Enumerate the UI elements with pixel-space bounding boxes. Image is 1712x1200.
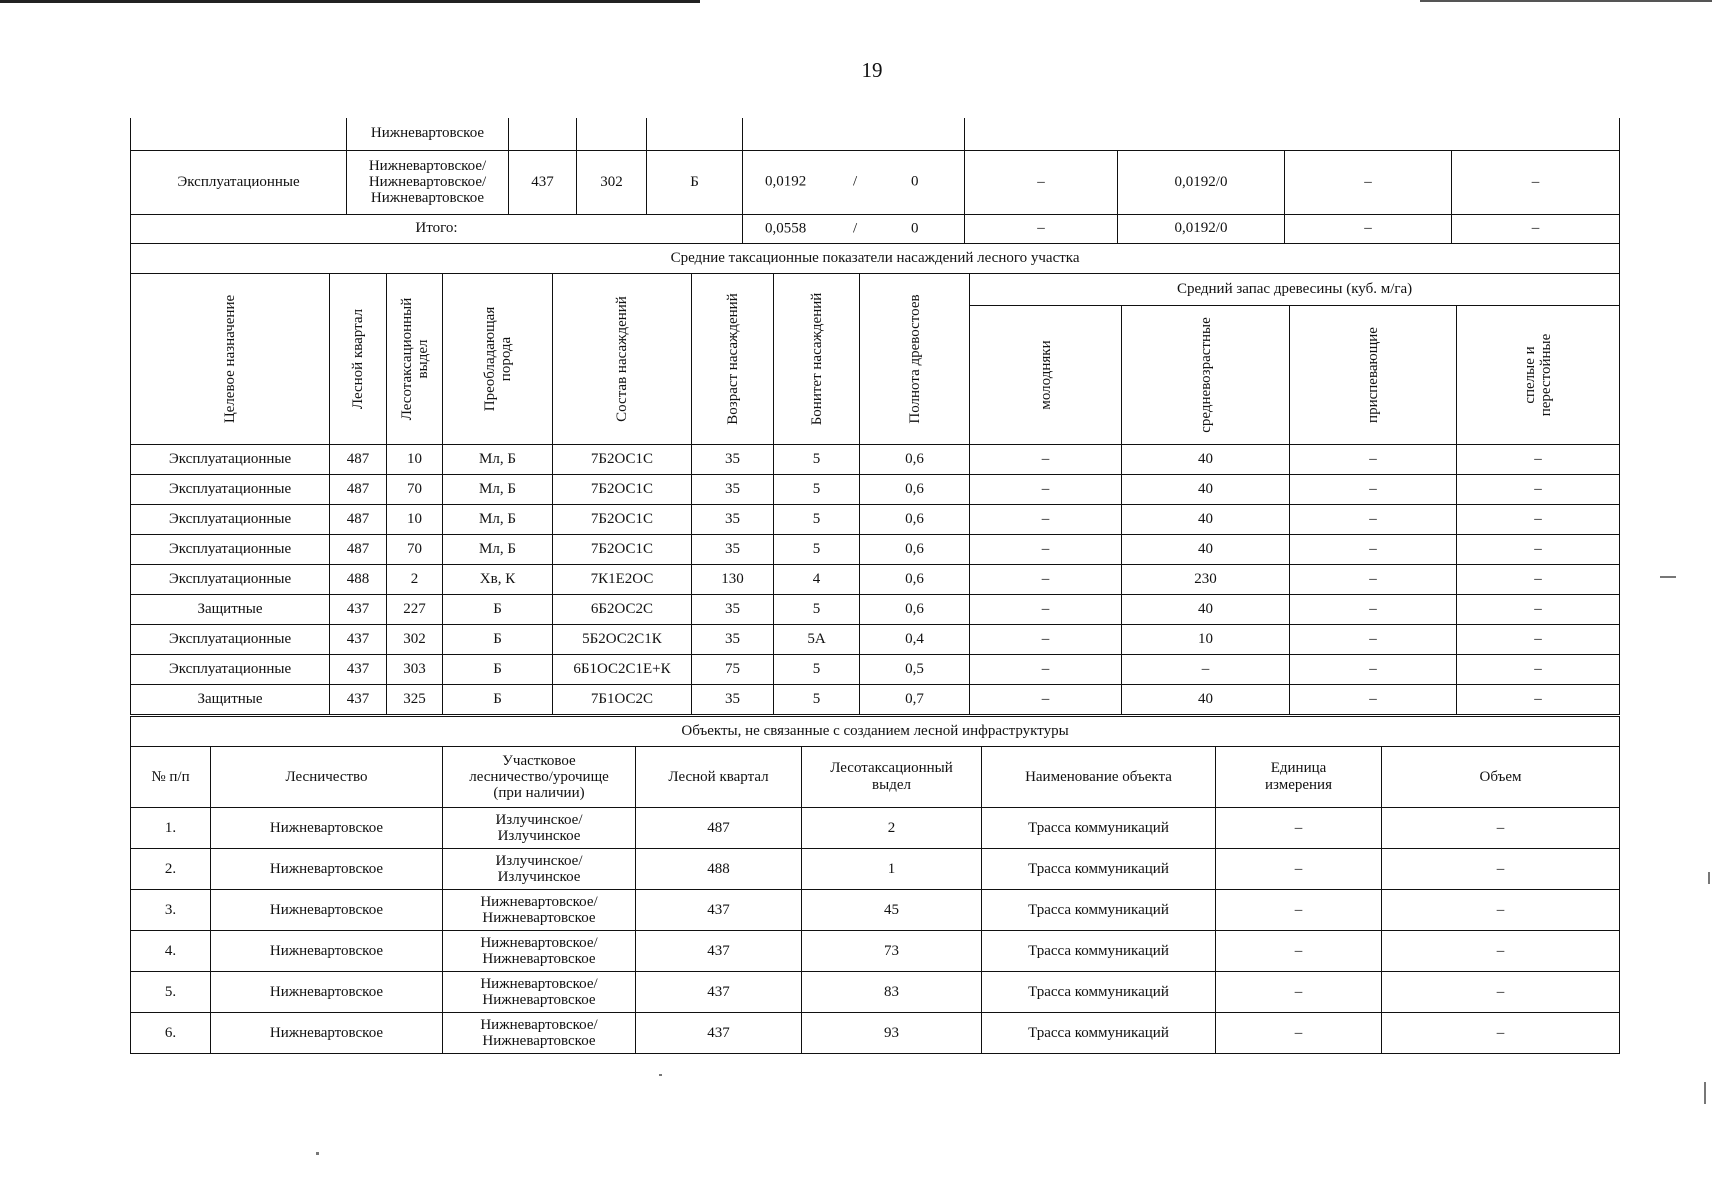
- quarter-cell: 437: [636, 972, 802, 1013]
- num-cell: 1.: [131, 808, 211, 849]
- table-row: Эксплуатационные Нижневартовское/ Нижневартовское/ Нижневартовское 437 302 Б 0,0192 / 0 – 0,0192/0 – –: [131, 150, 1620, 214]
- table-cell: –: [1290, 685, 1457, 715]
- table-cell: –: [970, 655, 1122, 685]
- table-row: [131, 849, 1620, 890]
- table-cell: 230: [1122, 565, 1290, 595]
- table-cell: 10: [387, 505, 443, 535]
- vydel-cell: 45: [802, 890, 982, 931]
- district-cell: Нижневартовское: [211, 931, 443, 972]
- table-cell: 5А: [774, 625, 860, 655]
- table-cell: –: [1290, 445, 1457, 475]
- header-bonitet: Бонитет насаждений: [774, 274, 860, 445]
- header-middle: средневозрастные: [1122, 306, 1290, 445]
- subdistrict-cell: Нижневартовское/ Нижневартовское: [443, 972, 636, 1013]
- table-cell: –: [970, 535, 1122, 565]
- table-cell: 10: [1122, 625, 1290, 655]
- quarter-cell: 437: [636, 1013, 802, 1054]
- table-cell: 40: [1122, 535, 1290, 565]
- continuation-row: [131, 118, 1620, 150]
- table-cell: 35: [692, 595, 774, 625]
- header-quarter: Лесной квартал: [330, 274, 387, 445]
- table-cell: –: [970, 505, 1122, 535]
- table-cell: 5: [774, 445, 860, 475]
- table-cell: 325: [387, 685, 443, 715]
- table-cell: 0,6: [860, 565, 970, 595]
- table-cell: Б: [443, 685, 553, 715]
- table-cell: 7Б2ОС1С: [553, 535, 692, 565]
- vydel-cell: 93: [802, 1013, 982, 1054]
- table-cell: Эксплуатационные: [131, 565, 330, 595]
- table-cell: Б: [443, 625, 553, 655]
- section-title: Объекты, не связанные с созданием лесной инфраструктуры: [131, 717, 1620, 747]
- table-cell: 0,6: [860, 505, 970, 535]
- table-cell: 130: [692, 565, 774, 595]
- table-row: [131, 625, 1620, 655]
- subdistrict-cell: Нижневартовское/ Нижневартовское: [443, 890, 636, 931]
- header-row: [131, 274, 1620, 306]
- table-cell: 437: [330, 595, 387, 625]
- table-row: [131, 535, 1620, 565]
- volume-cell: –: [1382, 849, 1620, 890]
- table-cell: 35: [692, 535, 774, 565]
- subdistrict-cell: Излучинское/ Излучинское: [443, 849, 636, 890]
- table-cell: 7К1Е2ОС: [553, 565, 692, 595]
- table-cell: Мл, Б: [443, 475, 553, 505]
- header-vydel: Лесотаксационный выдел: [387, 274, 443, 445]
- header-num: № п/п: [131, 747, 211, 808]
- table-cell: 40: [1122, 595, 1290, 625]
- table-cell: 437: [330, 625, 387, 655]
- table-cell: Эксплуатационные: [131, 625, 330, 655]
- table-cell: –: [1457, 445, 1620, 475]
- table-row: [131, 890, 1620, 931]
- table-cell: Эксплуатационные: [131, 505, 330, 535]
- subdistrict-cell: Нижневартовское/ Нижневартовское: [443, 931, 636, 972]
- unit-cell: –: [1216, 972, 1382, 1013]
- header-unit: Единица измерения: [1216, 747, 1382, 808]
- table-cell: 5: [774, 475, 860, 505]
- header-quarter: Лесной квартал: [636, 747, 802, 808]
- table-cell: 5: [774, 505, 860, 535]
- stands-table: [130, 243, 1620, 715]
- vydel-cell: 73: [802, 931, 982, 972]
- table-cell: –: [1122, 655, 1290, 685]
- table-cell: 35: [692, 475, 774, 505]
- table-cell: –: [1457, 625, 1620, 655]
- area-cell: 0,0192 / 0: [743, 150, 965, 214]
- table-cell: 0,4: [860, 625, 970, 655]
- table-cell: Эксплуатационные: [131, 535, 330, 565]
- num-cell: 6.: [131, 1013, 211, 1054]
- vydel-cell: 302: [577, 150, 647, 214]
- table-cell: Мл, Б: [443, 505, 553, 535]
- objects-table: [130, 716, 1620, 1054]
- table-cell: –: [1457, 505, 1620, 535]
- table-cell: 35: [692, 505, 774, 535]
- section-title: Средние таксационные показатели насаждений лесного участка: [131, 244, 1620, 274]
- table-cell: 0,6: [860, 475, 970, 505]
- table-cell: –: [1290, 475, 1457, 505]
- scan-speck: [1704, 1082, 1706, 1104]
- table-cell: Эксплуатационные: [131, 475, 330, 505]
- header-subdistrict: Участковое лесничество/урочище (при наличии): [443, 747, 636, 808]
- num-cell: 2.: [131, 849, 211, 890]
- quarter-cell: 437: [636, 931, 802, 972]
- header-volume: Объем: [1382, 747, 1620, 808]
- table-cell: 487: [330, 505, 387, 535]
- subdistrict-cell: Нижневартовское/ Нижневартовское/ Нижневартовское: [347, 150, 509, 214]
- scan-edge-line: [0, 0, 700, 3]
- table-cell: 0,7: [860, 685, 970, 715]
- table-cell: –: [1457, 655, 1620, 685]
- section-title-row: [131, 244, 1620, 274]
- table-cell: Защитные: [131, 685, 330, 715]
- table-cell: Мл, Б: [443, 535, 553, 565]
- scan-speck: [316, 1152, 319, 1155]
- scan-speck: [659, 1074, 662, 1076]
- purpose-cell: Эксплуатационные: [131, 150, 347, 214]
- table-cell: 487: [330, 475, 387, 505]
- header-species: Преобладающая порода: [443, 274, 553, 445]
- table-cell: 40: [1122, 685, 1290, 715]
- table-cell: 35: [692, 625, 774, 655]
- table-cell: 5: [774, 535, 860, 565]
- scan-speck: [1660, 576, 1676, 578]
- table-cell: 40: [1122, 505, 1290, 535]
- table-row: [131, 655, 1620, 685]
- header-object-name: Наименование объекта: [982, 747, 1216, 808]
- table-cell: –: [1457, 595, 1620, 625]
- table-cell: 7Б2ОС1С: [553, 475, 692, 505]
- unit-cell: –: [1216, 808, 1382, 849]
- object-cell: Трасса коммуникаций: [982, 1013, 1216, 1054]
- table-row: [131, 931, 1620, 972]
- table-cell: 40: [1122, 445, 1290, 475]
- volume-cell: –: [1382, 808, 1620, 849]
- table-cell: 437: [330, 685, 387, 715]
- table-row: [131, 972, 1620, 1013]
- district-cell: Нижневартовское: [211, 849, 443, 890]
- table-cell: 6Б1ОС2С1Е+К: [553, 655, 692, 685]
- table-cell: 10: [387, 445, 443, 475]
- unit-cell: –: [1216, 1013, 1382, 1054]
- table-cell: 5Б2ОС2С1К: [553, 625, 692, 655]
- table-cell: –: [1457, 565, 1620, 595]
- scan-speck: [1708, 872, 1710, 884]
- table-cell: 35: [692, 685, 774, 715]
- vydel-cell: 1: [802, 849, 982, 890]
- table-cell: 487: [330, 445, 387, 475]
- table-cell: 5: [774, 595, 860, 625]
- table-cell: 70: [387, 535, 443, 565]
- table-row: [131, 595, 1620, 625]
- object-cell: Трасса коммуникаций: [982, 972, 1216, 1013]
- table-cell: 302: [387, 625, 443, 655]
- table-row: [131, 475, 1620, 505]
- header-purpose: Целевое назначение: [131, 274, 330, 445]
- table-cell: Эксплуатационные: [131, 655, 330, 685]
- table-cell: 6Б2ОС2С: [553, 595, 692, 625]
- table-cell: –: [1290, 655, 1457, 685]
- table-cell: –: [1457, 685, 1620, 715]
- table-cell: –: [1290, 535, 1457, 565]
- num-cell: 4.: [131, 931, 211, 972]
- table-cell: –: [970, 565, 1122, 595]
- table-row: [131, 1013, 1620, 1054]
- header-vydel: Лесотаксационный выдел: [802, 747, 982, 808]
- subdistrict-cell: Нижневартовское/ Нижневартовское: [443, 1013, 636, 1054]
- table-cell: –: [1290, 625, 1457, 655]
- table-cell: 227: [387, 595, 443, 625]
- header-district: Лесничество: [211, 747, 443, 808]
- table-cell: 0,6: [860, 445, 970, 475]
- table-cell: –: [970, 625, 1122, 655]
- table-cell: 0,6: [860, 595, 970, 625]
- quarter-cell: 487: [636, 808, 802, 849]
- table-cell: 5: [774, 685, 860, 715]
- header-mature: спелые и перестойные: [1457, 306, 1620, 445]
- section-title-row: [131, 717, 1620, 747]
- table-cell: 437: [330, 655, 387, 685]
- district-cell: Нижневартовское: [211, 1013, 443, 1054]
- district-cell: Нижневартовское: [211, 890, 443, 931]
- table-cell: –: [1290, 565, 1457, 595]
- vydel-cell: 83: [802, 972, 982, 1013]
- table-cell: 7Б2ОС1С: [553, 445, 692, 475]
- table-cell: 0,6: [860, 535, 970, 565]
- table-row: [131, 565, 1620, 595]
- table-cell: 7Б2ОС1С: [553, 505, 692, 535]
- table-row: [131, 505, 1620, 535]
- scan-edge-line-right: [1420, 0, 1712, 2]
- total-area-cell: 0,0558 / 0: [743, 214, 965, 243]
- table-cell: Б: [443, 595, 553, 625]
- table-cell: 5: [774, 655, 860, 685]
- table-cell: –: [1290, 505, 1457, 535]
- num-cell: 5.: [131, 972, 211, 1013]
- object-cell: Трасса коммуникаций: [982, 808, 1216, 849]
- header-stock-group: Средний запас древесины (куб. м/га): [970, 274, 1620, 306]
- table-row: [131, 685, 1620, 715]
- table-cell: –: [970, 685, 1122, 715]
- species-cell: Б: [647, 150, 743, 214]
- table-cell: –: [1457, 535, 1620, 565]
- volume-cell: –: [1382, 931, 1620, 972]
- header-composition: Состав насаждений: [553, 274, 692, 445]
- object-cell: Трасса коммуникаций: [982, 849, 1216, 890]
- num-cell: 3.: [131, 890, 211, 931]
- district-cell: Нижневартовское: [211, 808, 443, 849]
- quarter-cell: 437: [509, 150, 577, 214]
- total-row: Итого: 0,0558 / 0 – 0,0192/0 – –: [131, 214, 1620, 243]
- table-cell: 70: [387, 475, 443, 505]
- subdistrict-cell: Излучинское/ Излучинское: [443, 808, 636, 849]
- table-cell: 0,5: [860, 655, 970, 685]
- subdistrict-cell: Нижневартовское: [347, 118, 509, 150]
- header-density: Полнота древостоев: [860, 274, 970, 445]
- top-fragment-table: [130, 118, 1620, 244]
- vydel-cell: 2: [802, 808, 982, 849]
- table-cell: 303: [387, 655, 443, 685]
- header-age: Возраст насаждений: [692, 274, 774, 445]
- table-cell: –: [1290, 595, 1457, 625]
- header-row: [131, 747, 1620, 808]
- table-cell: 75: [692, 655, 774, 685]
- table-cell: Мл, Б: [443, 445, 553, 475]
- table-cell: 488: [330, 565, 387, 595]
- table-row: [131, 808, 1620, 849]
- table-cell: Б: [443, 655, 553, 685]
- district-cell: Нижневартовское: [211, 972, 443, 1013]
- table-cell: –: [970, 445, 1122, 475]
- table-row: [131, 445, 1620, 475]
- table-cell: –: [970, 475, 1122, 505]
- table-cell: Хв, К: [443, 565, 553, 595]
- volume-cell: –: [1382, 890, 1620, 931]
- object-cell: Трасса коммуникаций: [982, 931, 1216, 972]
- quarter-cell: 437: [636, 890, 802, 931]
- volume-cell: –: [1382, 1013, 1620, 1054]
- quarter-cell: 488: [636, 849, 802, 890]
- table-cell: Защитные: [131, 595, 330, 625]
- unit-cell: –: [1216, 849, 1382, 890]
- page-number: 19: [861, 58, 883, 82]
- table-cell: –: [970, 595, 1122, 625]
- table-cell: Эксплуатационные: [131, 445, 330, 475]
- table-cell: 35: [692, 445, 774, 475]
- table-cell: 487: [330, 535, 387, 565]
- unit-cell: –: [1216, 890, 1382, 931]
- volume-cell: –: [1382, 972, 1620, 1013]
- header-ripening: приспевающие: [1290, 306, 1457, 445]
- table-cell: 4: [774, 565, 860, 595]
- total-label: Итого:: [131, 214, 743, 243]
- table-cell: 2: [387, 565, 443, 595]
- table-cell: 7Б1ОС2С: [553, 685, 692, 715]
- unit-cell: –: [1216, 931, 1382, 972]
- table-cell: –: [1457, 475, 1620, 505]
- object-cell: Трасса коммуникаций: [982, 890, 1216, 931]
- header-young: молодняки: [970, 306, 1122, 445]
- table-cell: 40: [1122, 475, 1290, 505]
